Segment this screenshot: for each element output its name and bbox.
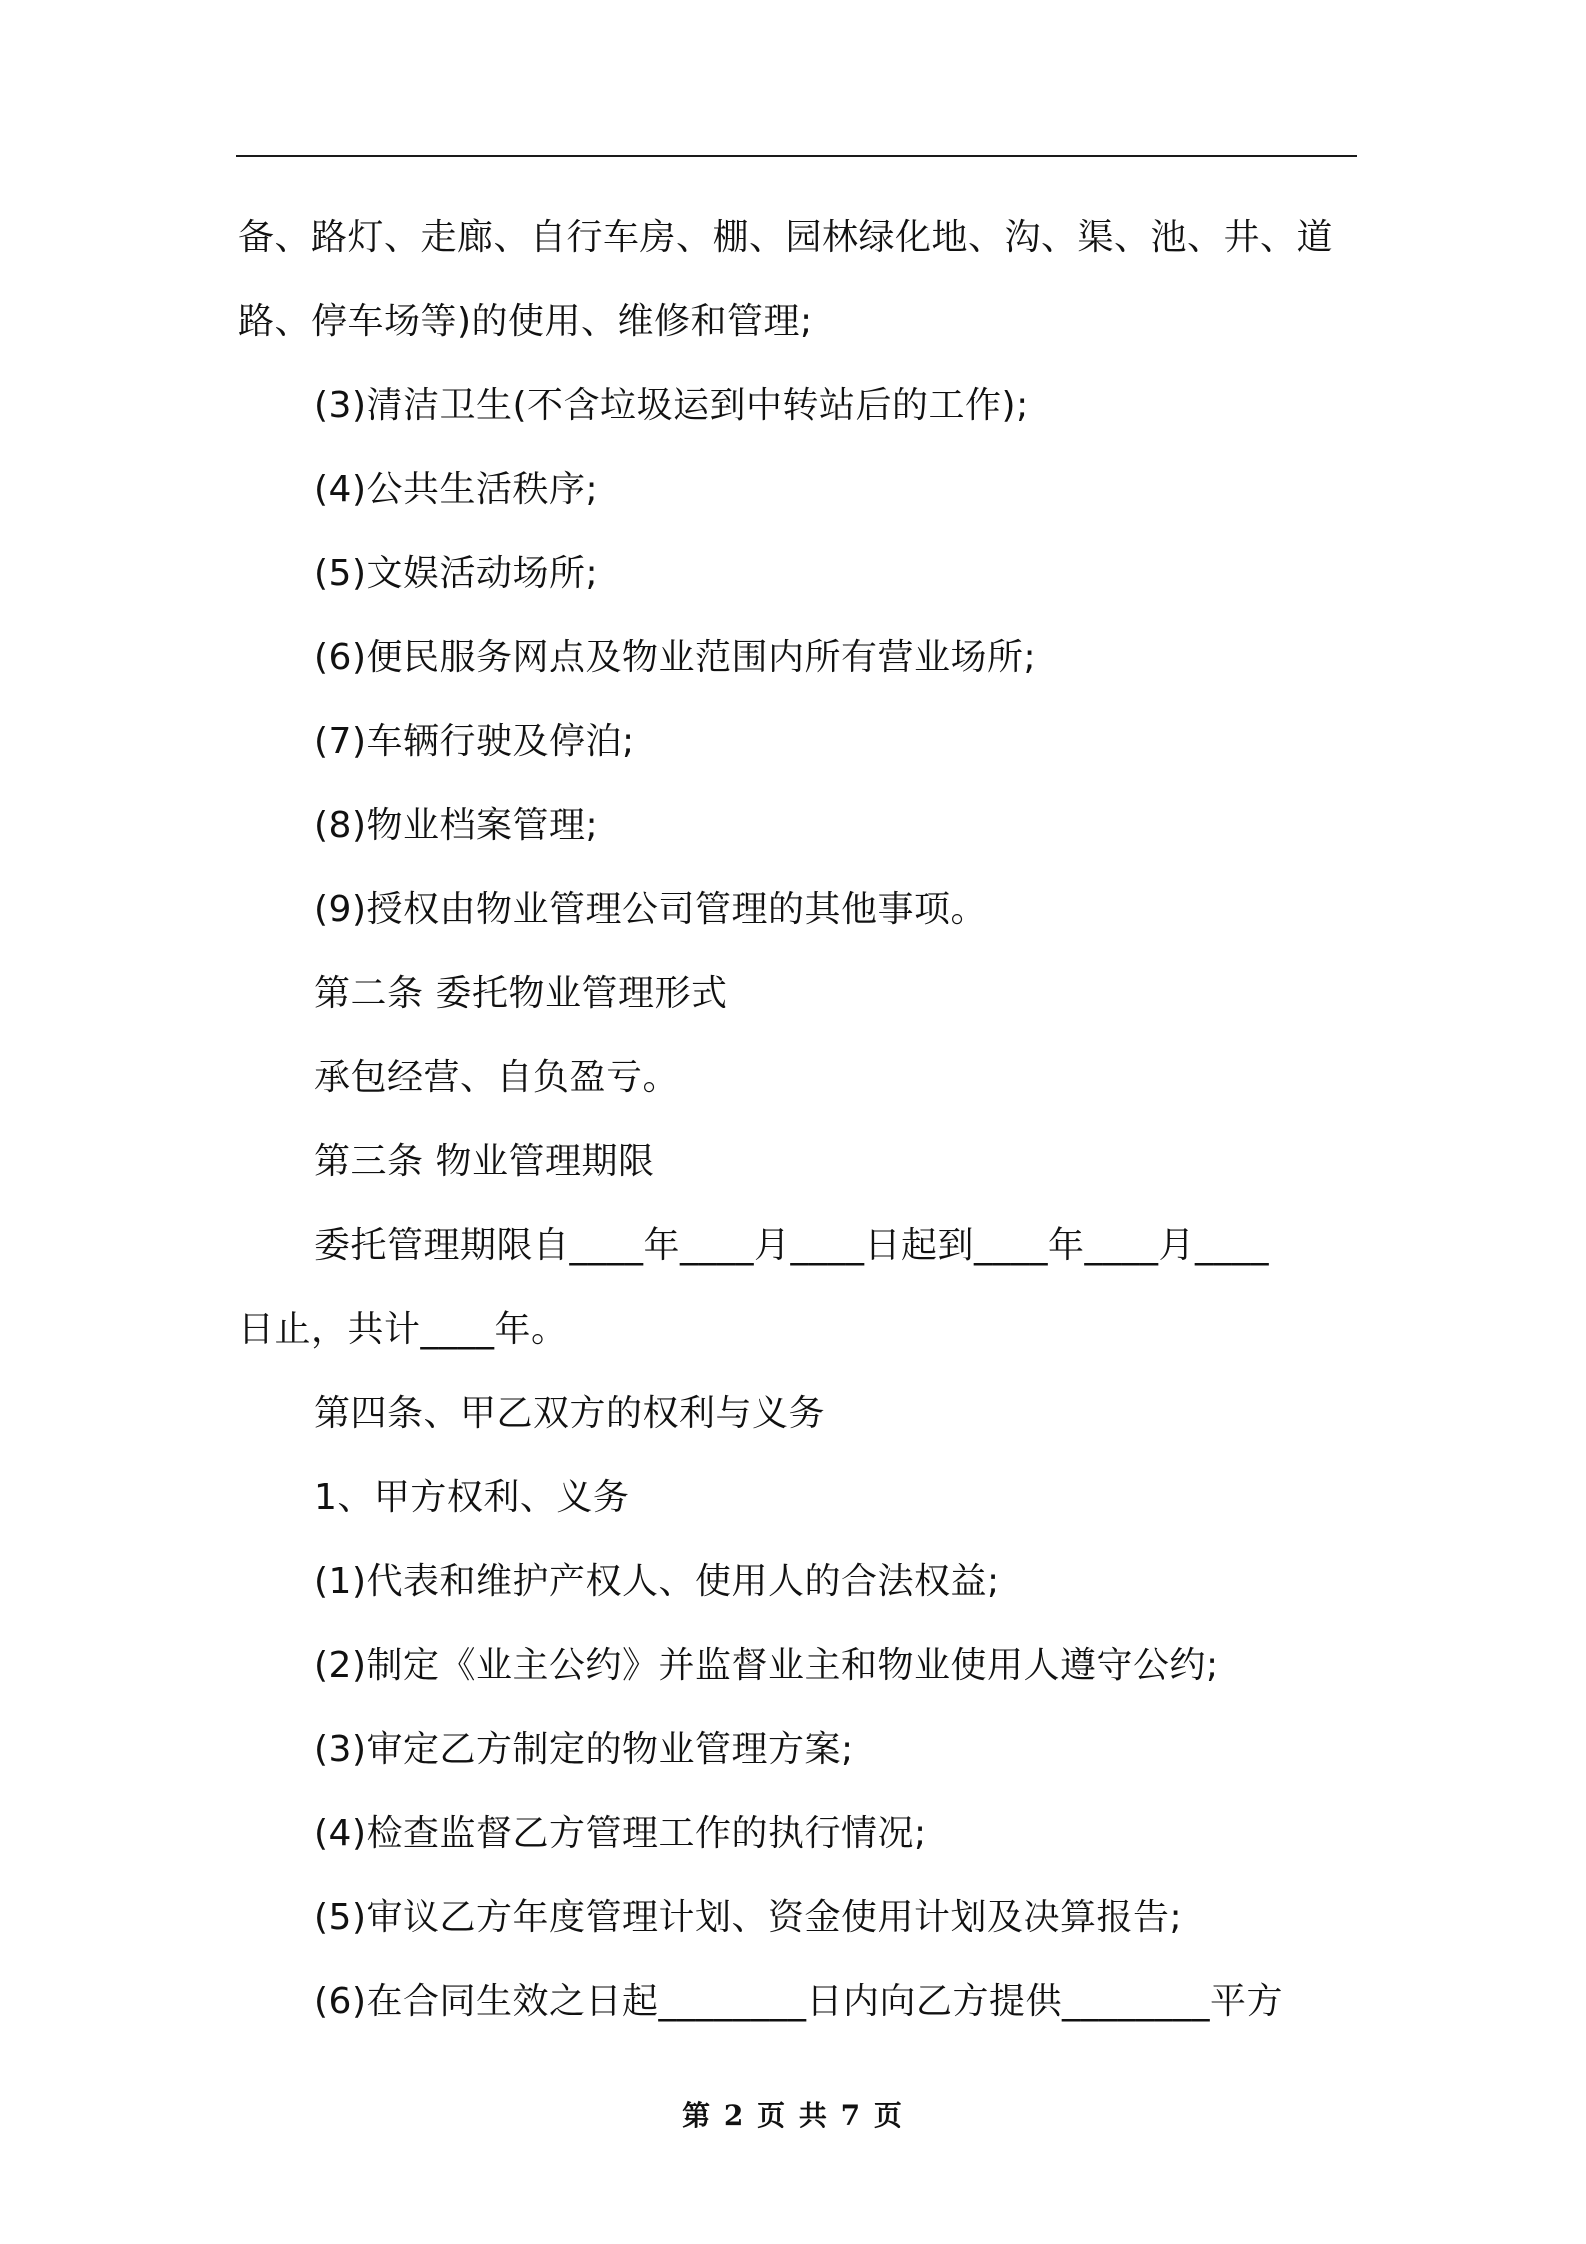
section-heading: 第二条 委托物业管理形式 xyxy=(314,973,728,1014)
text-line: (1)代表和维护产权人、使用人的合法权益; xyxy=(314,1561,1000,1602)
text-line: (9)授权由物业管理公司管理的其他事项。 xyxy=(314,889,987,930)
text-line: (2)制定《业主公约》并监督业主和物业使用人遵守公约; xyxy=(314,1645,1219,1686)
text-line: (4)公共生活秩序; xyxy=(314,469,599,510)
text-line: (3)审定乙方制定的物业管理方案; xyxy=(314,1729,854,1770)
section-heading: 第三条 物业管理期限 xyxy=(314,1141,655,1182)
text-line: 路、停车场等)的使用、维修和管理; xyxy=(238,301,813,342)
text-line: (8)物业档案管理; xyxy=(314,805,599,846)
subsection-heading: 1、甲方权利、义务 xyxy=(314,1477,630,1518)
text-line: (5)文娱活动场所; xyxy=(314,553,599,594)
text-line: (3)清洁卫生(不含垃圾运到中转站后的工作); xyxy=(314,385,1029,426)
text-line: (7)车辆行驶及停泊; xyxy=(314,721,635,762)
text-line: 日止，共计____年。 xyxy=(238,1309,568,1350)
text-line: 备、路灯、走廊、自行车房、棚、园林绿化地、沟、渠、池、井、道 xyxy=(238,217,1334,258)
text-line: (6)在合同生效之日起________日内向乙方提供________平方 xyxy=(314,1981,1283,2022)
section-heading: 第四条、甲乙双方的权利与义务 xyxy=(314,1393,826,1434)
text-line: 委托管理期限自____年____月____日起到____年____月____ xyxy=(314,1225,1270,1266)
text-line: (4)检查监督乙方管理工作的执行情况; xyxy=(314,1813,927,1854)
text-line: (6)便民服务网点及物业范围内所有营业场所; xyxy=(314,637,1037,678)
document-body xyxy=(238,196,1360,2044)
page-number-footer: 第 2 页 共 7 页 xyxy=(682,2099,904,2132)
text-line: 承包经营、自负盈亏。 xyxy=(314,1057,680,1098)
header-rule xyxy=(236,155,1357,157)
text-line: (5)审议乙方年度管理计划、资金使用计划及决算报告; xyxy=(314,1897,1183,1938)
